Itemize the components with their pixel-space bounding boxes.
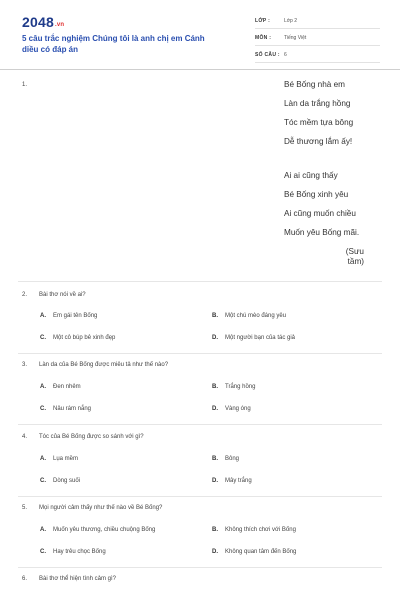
option-letter: A. [40, 384, 46, 390]
answer-option[interactable] [40, 406, 91, 412]
meta-label: LỚP : [255, 18, 271, 24]
option-letter: D. [212, 478, 218, 484]
meta-row-class [255, 14, 380, 29]
logo-suffix: .vn [54, 22, 65, 28]
option-text: Trắng hồng [225, 384, 256, 390]
option-text: Dòng suối [53, 478, 81, 484]
document-header [0, 0, 400, 70]
option-text: Không thích chơi với Bống [225, 527, 296, 533]
answer-option[interactable] [212, 384, 255, 390]
option-text: Đen nhẻm [53, 384, 81, 390]
poem-line: Muốn yêu Bống mãi. [284, 228, 360, 237]
meta-value: Lớp 2 [284, 18, 298, 24]
poem-line: Dễ thương lắm ấy! [284, 137, 353, 146]
question-separator [18, 281, 382, 282]
option-text: Muốn yêu thương, chiều chuộng Bống [53, 527, 156, 533]
poem-line: Bé Bống xinh yêu [284, 190, 349, 199]
question-separator [18, 424, 382, 425]
option-letter: D. [212, 549, 218, 555]
meta-label: SỐ CÂU : [255, 52, 280, 58]
document-meta [255, 14, 380, 65]
option-letter: B. [212, 313, 218, 319]
answer-option[interactable] [212, 406, 251, 412]
option-letter: A. [40, 456, 46, 462]
option-text: Em gái tên Bống [53, 313, 98, 319]
meta-row-count [255, 48, 380, 63]
option-letter: B. [212, 384, 218, 390]
answer-option[interactable] [212, 478, 252, 484]
site-logo[interactable] [22, 14, 64, 30]
answer-option[interactable] [212, 549, 296, 555]
option-text: Vàng óng [225, 406, 251, 412]
answer-option[interactable] [212, 527, 296, 533]
poem-source-line: (Sưu [345, 247, 364, 256]
question-number: 6. [22, 576, 28, 582]
meta-value: 6 [284, 52, 287, 58]
option-letter: C. [40, 478, 46, 484]
answer-option[interactable] [212, 313, 286, 319]
option-letter: D. [212, 335, 218, 341]
answer-option[interactable] [40, 549, 106, 555]
poem-line: Làn da trắng hồng [284, 99, 351, 108]
answer-option[interactable] [40, 456, 78, 462]
answer-option[interactable] [40, 478, 80, 484]
poem-line: Ai cũng muốn chiều [284, 209, 356, 218]
option-text: Một người bạn của tác giả [225, 335, 295, 341]
option-letter: A. [40, 527, 46, 533]
option-letter: B. [212, 527, 218, 533]
answer-option[interactable] [40, 335, 115, 341]
poem-line: Ai ai cũng thấy [284, 171, 338, 180]
option-letter: C. [40, 335, 46, 341]
question-text: Mọi người cảm thấy như thế nào về Bé Bống? [39, 505, 163, 511]
question-text: Tóc của Bé Bống được so sánh với gì? [39, 434, 144, 440]
question-number: 4. [22, 434, 28, 440]
question-number: 3. [22, 362, 28, 368]
option-text: Lụa mềm [53, 456, 79, 462]
option-letter: C. [40, 406, 46, 412]
option-text: Không quan tâm đến Bống [225, 549, 297, 555]
answer-option[interactable] [40, 527, 155, 533]
question-number: 5. [22, 505, 28, 511]
option-letter: D. [212, 406, 218, 412]
option-text: Một cô búp bê xinh đẹp [53, 335, 116, 341]
question-separator [18, 496, 382, 497]
question-number: 1. [22, 82, 28, 88]
option-letter: A. [40, 313, 46, 319]
question-separator [18, 567, 382, 568]
header-divider [0, 69, 400, 70]
document-title: 5 câu trắc nghiệm Chúng tôi là anh chị em Cánh diều có đáp án [22, 34, 205, 54]
poem-line: Bé Bống nhà em [284, 80, 345, 89]
meta-label: MÔN : [255, 35, 272, 41]
option-letter: B. [212, 456, 218, 462]
poem-source [284, 247, 364, 267]
answer-option[interactable] [40, 384, 81, 390]
option-text: Một chú mèo đáng yêu [225, 313, 287, 319]
option-text: Nâu rám nắng [53, 406, 92, 412]
meta-row-subject [255, 31, 380, 46]
poem [284, 80, 384, 266]
question-text: Bài thơ nói về ai? [39, 292, 86, 298]
option-letter: C. [40, 549, 46, 555]
answer-option[interactable] [212, 456, 239, 462]
question-number: 2. [22, 292, 28, 298]
option-text: Hay trêu chọc Bống [53, 549, 106, 555]
question-text: Bài thơ thể hiện tình cảm gì? [39, 576, 116, 582]
option-text: Bông [225, 456, 240, 462]
logo-main: 2048 [22, 14, 54, 30]
answer-option[interactable] [40, 313, 97, 319]
question-separator [18, 353, 382, 354]
answer-option[interactable] [212, 335, 295, 341]
meta-value: Tiếng Việt [284, 35, 307, 41]
option-text: Mây trắng [225, 478, 252, 484]
poem-source-line: tầm) [347, 257, 364, 266]
poem-line: Tóc mềm tựa bông [284, 118, 354, 127]
question-text: Làn da của Bé Bống được miêu tả như thế nào? [39, 362, 169, 368]
